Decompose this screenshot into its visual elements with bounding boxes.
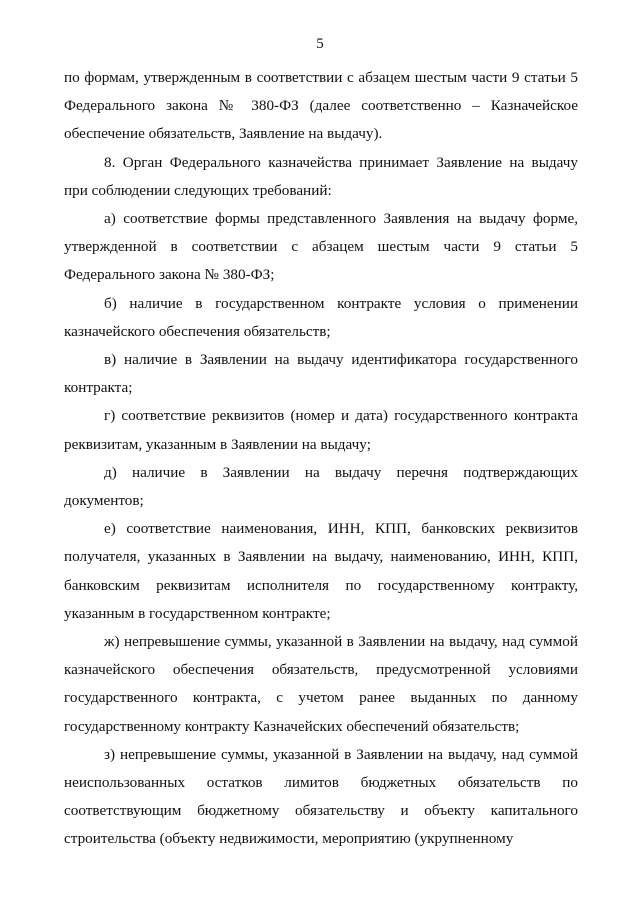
paragraph-item-8: 8. Орган Федерального казначейства принимает Заявление на выдачу при соблюдении следующих требований: bbox=[64, 153, 578, 199]
paragraph-subitem-d: д) наличие в Заявлении на выдачу перечня подтверждающих документов; bbox=[64, 463, 578, 510]
paragraph-subitem-b: б) наличие в государственном контракте условия о применении казначейского обеспечения обязательств; bbox=[64, 294, 578, 340]
paragraph-subitem-v: в) наличие в Заявлении на выдачу идентификатора государственного контракта; bbox=[64, 351, 578, 397]
document-body bbox=[64, 64, 578, 854]
paragraph-subitem-a: а) соответствие формы представленного Заявления на выдачу форме, утвержденной в соответствии с абзацем шестым части 9 статьи 5 Федерального закона № 380-ФЗ; bbox=[64, 210, 578, 284]
paragraph-continuation: по формам, утвержденным в соответствии с абзацем шестым части 9 статьи 5 Федерального закона № 380-ФЗ (далее соответственно – Казначейское обеспечение обязательств, Заявление на выдачу). bbox=[64, 69, 578, 143]
page-number: 5 bbox=[316, 36, 324, 52]
paragraph-subitem-zh: ж) непревышение суммы, указанной в Заявлении на выдачу, над суммой казначейского обеспечения обязательств, предусмотренной условиями государственного контракта, с учетом ранее выданных по данному государственному контракту Казначейских обеспечений обязательств; bbox=[64, 633, 578, 735]
paragraph-subitem-g: г) соответствие реквизитов (номер и дата) государственного контракта реквизитам, указанным в Заявлении на выдачу; bbox=[64, 407, 578, 453]
paragraph-subitem-e: е) соответствие наименования, ИНН, КПП, банковских реквизитов получателя, указанных в Заявлении на выдачу, наименованию, ИНН, КПП, банковским реквизитам исполнителя по государственному контракту, указанным в государственном контракте; bbox=[64, 520, 578, 622]
paragraph-subitem-z: з) непревышение суммы, указанной в Заявлении на выдачу, над суммой неиспользованных остатков лимитов бюджетных обязательств по соответствующим бюджетному обязательству и объекту капитального строительства (объекту недвижимости, мероприятию (укрупненному bbox=[64, 745, 578, 848]
